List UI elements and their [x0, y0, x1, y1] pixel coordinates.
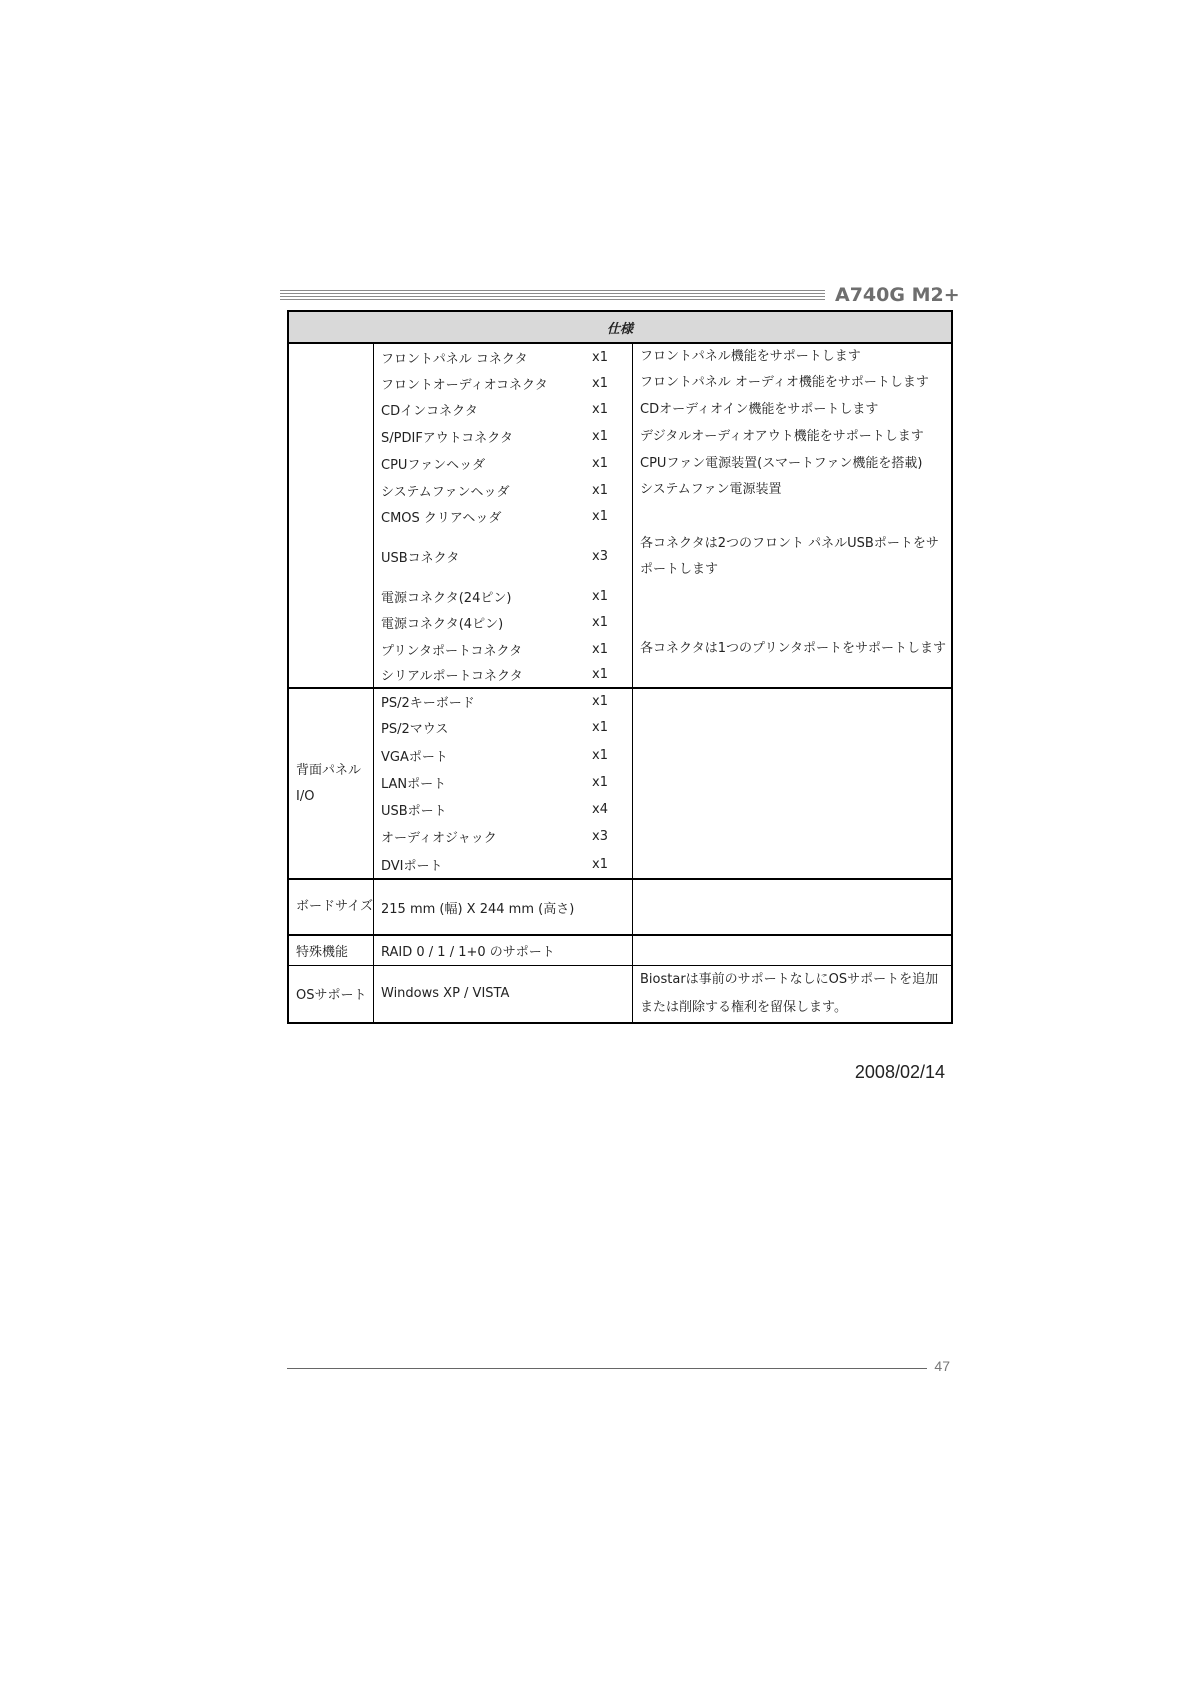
board-size-label: ボードサイズ — [288, 879, 374, 935]
table-row — [288, 477, 952, 503]
connector-qty: x1 — [592, 588, 608, 604]
connector-desc: フロントパネル機能をサポートします — [633, 343, 953, 370]
table-row — [288, 503, 952, 530]
connector-name: フロントオーディオコネクタ — [374, 370, 593, 396]
table-row — [288, 396, 952, 423]
connector-desc: フロントパネル オーディオ機能をサポートします — [633, 370, 953, 396]
connector-desc: CPUファン電源装置(スマートファン機能を搭載) — [633, 450, 953, 477]
table-title-row — [288, 311, 952, 343]
port-qty: x3 — [592, 829, 608, 844]
connector-name: S/PDIFアウトコネクタ — [374, 423, 593, 450]
connector-qty: x3 — [592, 549, 608, 564]
port-name: LANポート — [374, 769, 593, 795]
model-name: A740G M2+ — [835, 284, 960, 306]
connector-name: シリアルポートコネクタ — [374, 662, 593, 688]
table-row — [288, 636, 952, 662]
header-rule-lines — [280, 290, 825, 302]
connector-qty: x1 — [592, 482, 608, 498]
connector-name: CPUファンヘッダ — [374, 450, 593, 477]
os-label: OSサポート — [288, 965, 374, 1023]
port-qty: x1 — [592, 720, 608, 735]
port-name: PS/2キーボード — [374, 688, 593, 714]
connector-desc — [633, 609, 953, 636]
os-value: Windows XP / VISTA — [374, 965, 633, 1023]
connector-desc: 各コネクタは1つのプリンタポートをサポートします — [633, 636, 953, 662]
table-row — [288, 583, 952, 609]
connector-name: フロントパネル コネクタ — [374, 343, 593, 370]
port-qty: x4 — [592, 801, 608, 817]
connector-desc — [633, 662, 953, 688]
connector-desc — [633, 503, 953, 530]
board-size-value: 215 mm (幅) X 244 mm (高さ) — [374, 879, 633, 935]
table-row — [288, 965, 952, 1023]
connector-desc: 各コネクタは2つのフロント パネルUSBポートをサポートします — [633, 530, 953, 583]
connector-qty: x1 — [592, 456, 608, 471]
special-value: RAID 0 / 1 / 1+0 のサポート — [374, 935, 633, 965]
port-name: オーディオジャック — [374, 823, 593, 850]
port-qty: x1 — [592, 856, 608, 872]
document-date: 2008/02/14 — [854, 1062, 945, 1082]
spec-table — [287, 310, 953, 1024]
connector-desc: CDオーディオイン機能をサポートします — [633, 396, 953, 423]
connector-qty: x1 — [592, 375, 608, 391]
connector-desc — [633, 583, 953, 609]
os-note: Biostarは事前のサポートなしにOSサポートを追加または削除する権利を留保します。 — [633, 965, 953, 1023]
table-row — [288, 450, 952, 477]
connector-qty: x1 — [592, 509, 608, 524]
table-row — [288, 688, 952, 714]
port-qty: x1 — [592, 774, 608, 790]
port-name: VGAポート — [374, 741, 593, 769]
connector-name: 電源コネクタ(24ピン) — [374, 583, 593, 609]
port-qty: x1 — [592, 688, 633, 714]
connector-name: システムファンヘッダ — [374, 477, 593, 503]
table-row — [288, 935, 952, 965]
table-row — [288, 879, 952, 935]
port-name: PS/2マウス — [374, 714, 593, 741]
table-row — [288, 662, 952, 688]
connector-desc: デジタルオーディオアウト機能をサポートします — [633, 423, 953, 450]
special-note — [633, 935, 953, 965]
connector-name: USBコネクタ — [374, 530, 593, 583]
table-row — [288, 609, 952, 636]
connector-qty: x1 — [592, 402, 608, 417]
connector-name: プリンタポートコネクタ — [374, 636, 593, 662]
board-size-note — [633, 879, 953, 935]
back-panel-label: 背面パネル I/O — [288, 688, 374, 879]
group-label-cell — [288, 343, 374, 688]
page-number: 47 — [934, 1358, 950, 1374]
connector-qty: x1 — [592, 667, 608, 682]
table-title: 仕様 — [288, 311, 952, 343]
connector-qty: x1 — [592, 429, 608, 444]
special-label: 特殊機能 — [288, 935, 374, 965]
connector-desc: システムファン電源装置 — [633, 477, 953, 503]
port-qty: x1 — [592, 747, 608, 763]
table-row — [288, 343, 952, 370]
connector-name: CDインコネクタ — [374, 396, 593, 423]
connector-name: CMOS クリアヘッダ — [374, 503, 593, 530]
connector-qty: x1 — [592, 349, 608, 365]
port-name: USBポート — [374, 795, 593, 823]
port-desc-cell — [633, 688, 953, 879]
footer-rule — [287, 1368, 927, 1369]
connector-qty: x1 — [592, 641, 608, 657]
table-row — [288, 423, 952, 450]
table-row — [288, 370, 952, 396]
port-name: DVIポート — [374, 850, 593, 879]
connector-qty: x1 — [592, 615, 608, 630]
connector-name: 電源コネクタ(4ピン) — [374, 609, 593, 636]
table-row — [288, 530, 952, 583]
